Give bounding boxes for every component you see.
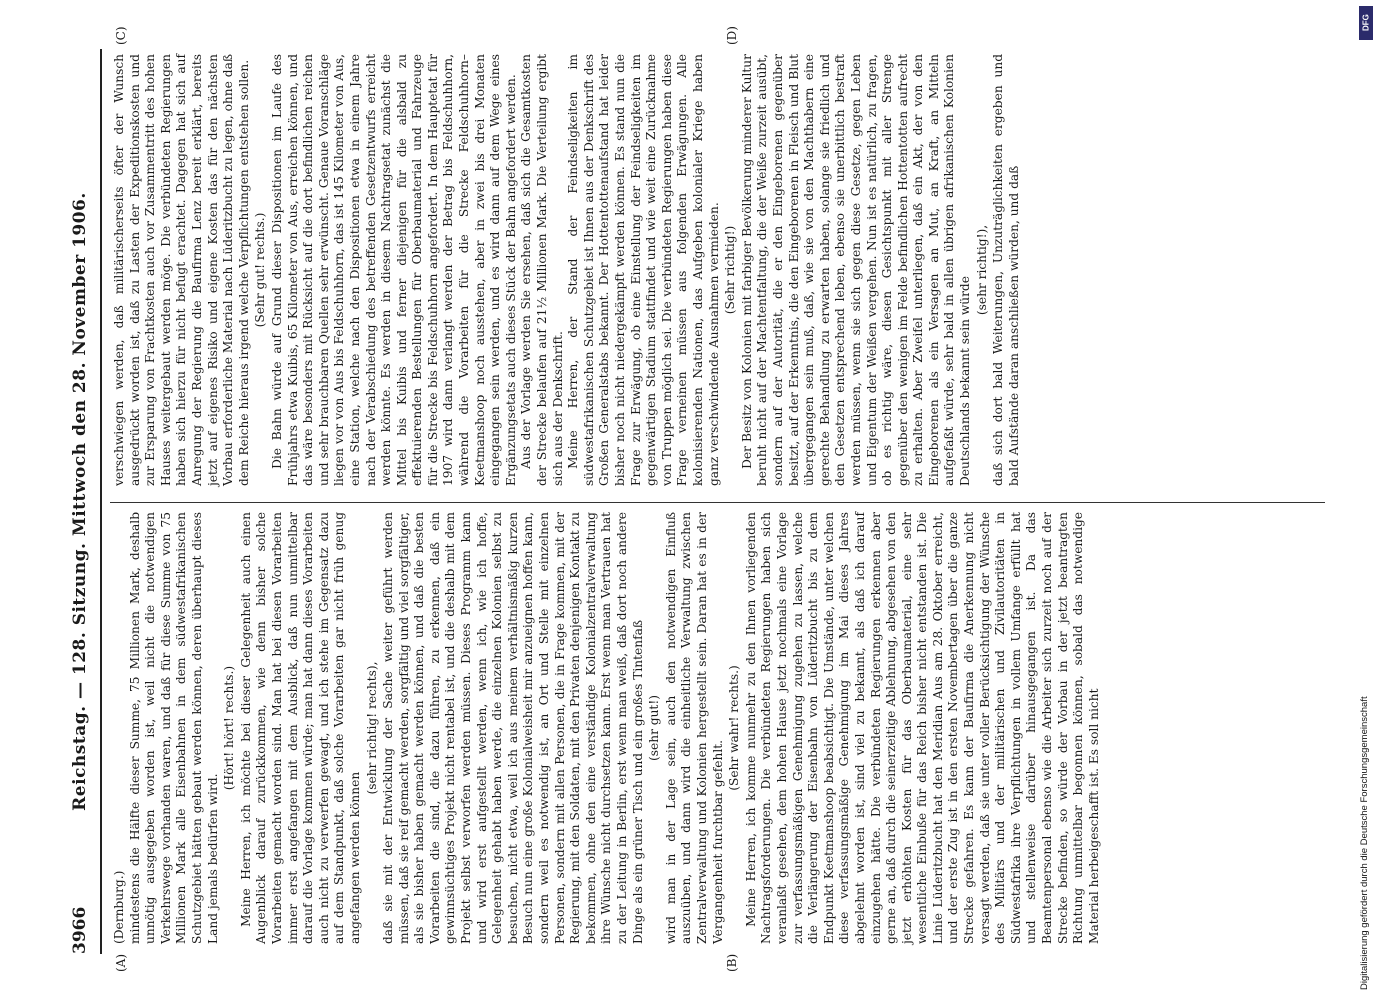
page-number: 3966 [70,906,90,954]
paragraph: Meine Herren, ich möchte bei dieser Gelegenheit auch einen Augenblick darauf zurückkommen, wie denn bisher solche Vorarbeiten gemacht worden sind. Man hat bei diesen Vorarbeiten immer erst angefangen mit dem Ausblick, daß nun unmittelbar darauf die Vorlage kommen würde; man hat dann dieses Vorarbeiten auch nicht zu verwerfen gewagt, und ich stehe im Gegensatz dazu auf dem Standpunkt, daß solche Vorarbeiten gar nicht früh genug angefangen werden können [238,512,362,944]
interjection: (Hört! hört! rechts.) [222,665,237,791]
paragraph: Meine Herren, der Stand der Feindseligkeiten im südwestafrikanischen Schutzgebiet ist Ihnen aus der Denkschrift des Großen Generalstabs bekannt. Der Hottentottenaufstand hat leider bisher noch nicht niedergekämpft werden können. Es stand nun die Frage zur Erwägung, ob eine Einstellung der Feindseligkeiten im gegenwärtigen Stadium stattfindet und wie weit eine Zurücknahme von Truppen möglich sei. Die verbündeten Regierungen haben diese Frage verneinen müssen aus folgenden Erwägungen. Alle kolonisierenden Nationen, das Aufgeben kolonialer Kriege haben ganz verschwindende Ausnahmen vermieden. [566,54,721,486]
margin-marker-d: (D) [725,26,739,45]
interjection: (Sehr gut! rechts.) [253,212,268,328]
margin-marker-b: (B) [725,953,739,972]
digitization-credit [1357,0,1377,1000]
header-rule [100,49,102,954]
paragraph: verschwiegen werden, daß militärischerseits öfter der Wunsch ausgedrückt worden ist, daß zu Lasten der Expeditionskosten und zur Ersparung von Frachtkosten auch vor Zusammentritt des hohen Hauses weitergebaut werden möge. Die verbündeten Regierungen haben sich hierzu für nicht befugt erachtet. Dagegen hat sich auf Anregung der Regierung die Baufirma Lenz bereit erklärt, bereits jetzt auf eigenes Risiko und eigene Kosten das für den nächsten Vorbau erforderliche Material nach Lüderitzbucht zu legen, ohne daß dem Reiche hieraus irgend welche Verpflichtungen entstehen sollen. [112,54,251,486]
paragraph: daß sie mit der Entwicklung der Sache weiter geführt werden müssen, daß sie reif gemacht werden, sorgfältig und viel sorgfältiger, als sie bisher haben gemacht werden können, und daß die besten Vorarbeiten die sind, die dazu führen, zu erkennen, daß ein gewinnsüchtiges Projekt nicht rentabel ist, und die deshalb mit dem Projekt selbst verworfen werden müssen. Dieses Programm kann und wird erst aufgestellt werden, wenn ich, wie ich hoffe, Gelegenheit gehabt haben werde, die einzelnen Kolonien selbst zu besuchen, nicht etwa, weil ich aus meinem verhältnismäßig kurzen Besuch nun eine große Kolonialweisheit mir anzueignen hoffen kann, sondern weil es notwendig ist, an Ort und Stelle mit einzelnen Personen, sondern mit allen Personen, die in Frage kommen, mit der Regierung, mit den Soldaten, mit den Privaten denjenigen Kontakt zu bekommen, ohne den eine verständige Kolonialzentralverwaltung ihre Wünsche nicht durchsetzen kann. Erst wenn man Vertrauen hat zu der Leitung in Berlin, erst wenn man weiß, daß dort noch andere Dinge als ein grüner Tisch und ein großes Tintenfaß [381,512,645,944]
page-header [66,49,96,954]
paragraph: Meine Herren, ich komme nunmehr zu den Ihnen vorliegenden Nachtragsforderungen. Die verbündeten Regierungen haben sich veranlaßt gesehen, dem hohen Hause jetzt nochmals eine Vorlage zur verfassungsmäßigen Genehmigung zugehen zu lassen, welche die Verlängerung der Eisenbahn von Lüderitzbucht bis zu dem Endpunkt Keetmanshoop beabsichtigt. Die Umstände, unter welchen diese verfassungsmäßige Genehmigung im Mai dieses Jahres abgelehnt worden ist, sind viel zu bekannt, als daß ich darauf einzugehen hätte. Die verbündeten Regierungen erkennen aber gerne an, daß durch die seinerzeitige Ablehnung, abgesehen von den jetzt erhöhten Kosten für das Oberbaumaterial, eine sehr wesentliche Einbuße für das Reich bisher nicht entstanden ist. Die Linie Lüderitzbucht hat den Meridian Aus am 28. Oktober erreicht, und der erste Zug ist in den ersten Novembertagen über die ganze Strecke gefahren. Es kann der Baufirma die Anerkennung nicht versagt werden, daß sie unter voller Berücksichtigung der Wünsche des Militärs und der militärischen und Zivilautoritäten in Südwestafrika ihre Verpflichtungen in vollem Umfange erfüllt hat und stellenweise darüber hinausgegangen ist. Da das Beamtenpersonal ebenso wie die Arbeiter sich zurzeit noch auf der Strecke befinden, so würde der Vorbau in der jetzt beantragten Richtung unmittelbar begonnen können, sobald das notwendige Material herbeigeschafft ist. Es soll nicht [743,512,1101,944]
interjection: (sehr richtig!), [974,224,989,316]
column-divider [110,502,1325,503]
paragraph: Die Bahn würde auf Grund dieser Dispositionen im Laufe des Frühjahrs etwa Kuibis, 65 Kilometer von Aus, erreichen können, und das wäre besonders mit Rücksicht auf die dort befindlichen reichen und sehr brauchbaren Quellen sehr erwünscht. Genaue Voranschläge liegen vor von Aus bis Feldschuhhorn, das ist 145 Kilometer von Aus, eine Station, welche nach den Dispositionen etwa in einem Jahre nach der Verabschiedung des betreffenden Gesetzentwurfs erreicht werden könnte. Es werden in diesem Nachtragsetat zunächst die Mittel bis Kuibis und ferner diejenigen für die alsbald zu effektuierenden Bestellungen für Oberbaumaterial und Fahrzeuge für die Strecke bis Feldschuhhorn angefordert. In dem Hauptetat für 1907 wird dann verlangt werden der Betrag bis Feldschuhhorn, während die Vorarbeiten für die Strecke Feldschuhhorn–Keetmanshoop noch ausstehen, aber in zwei bis drei Monaten eingegangen sein werden, und es wird dann auf dem Wege eines Ergänzungsetats auch dieses Stück der Bahn angefordert werden. [269,54,518,486]
dfg-logo: DFG [1359,6,1373,40]
margin-marker-c: (C) [114,26,128,45]
interjection: (Sehr richtig!) [723,225,738,315]
paragraph: daß sich dort bald Weiterungen, Unzuträglichkeiten ergeben und bald Aufstände daran anschließen würden, und daß [991,54,1021,486]
interjection: (sehr richtig! rechts), [364,661,379,795]
credit-text: Digitalisierung gefördert durch die Deutsche Forschungsgemeinschaft [1359,696,1370,990]
paragraph: Der Besitz von Kolonien mit farbiger Bevölkerung minderer Kultur beruht nicht auf der Machtentfaltung, die der Weiße zurzeit ausübt, sondern auf der Autorität, die er den Eingeborenen gegenüber besitzt, auf der Erkenntnis, die den Eingeborenen in Fleisch und Blut übergegangen sein muß, daß, wie sie von den Machthabern eine gerechte Behandlung zu erwarten haben, solange sie friedlich und den Gesetzen entsprechend leben, ebenso sie unerbittlich bestraft werden müssen, wenn sie sich gegen diese Gesetze, gegen Leben und Eigentum der Weißen vergehen. Nun ist es natürlich, zu fragen, ob es richtig wäre, diesen Gesichtspunkt mit aller Strenge gegenüber den wenigen im Felde befindlichen Hottentotten aufrecht zu erhalten. Aber Zweifel unterliegen, daß ein Akt, der von den Eingeborenen als ein Versagen an Mut, an Kraft, an Mitteln aufgefaßt würde, sehr bald in allen übrigen afrikanischen Kolonien Deutschlands bekannt sein würde [739,54,973,486]
speaker-name: (Dernburg.) [112,870,126,944]
margin-marker-a: (A) [114,953,128,972]
interjection: (sehr gut!) [647,695,662,761]
page-title: Reichstag. — 128. Sitzung. Mittwoch den 28. November 1906. [70,192,90,811]
right-column [112,54,1022,486]
paragraph: mindestens die Hälfte dieser Summe, 75 Millionen Mark, deshalb unnötig ausgegeben worden ist, weil nicht die notwendigen Verkehrswege vorhanden waren, und daß für diese Summe von 75 Millionen Mark alle Eisenbahnen in dem südwestafrikanischen Schutzgebiet hätten gebaut werden können, deren überhaupt dieses Land jemals bedürfen wird. [127,512,220,944]
left-column [112,512,1102,944]
paragraph: Aus der Vorlage werden Sie ersehen, daß sich die Gesamtkosten der Strecke belaufen auf 21½ Millionen Mark. Die Verteilung ergibt sich aus der Denkschrift. [519,54,565,486]
paragraph: wird man in der Lage sein, auch den notwendigen Einfluß auszuüben, und dann wird die einheitliche Verwaltung zwischen Zentralverwaltung und Kolonien hergestellt sein. Daran hat es in der Vergangenheit furchtbar gefehlt. [663,512,725,944]
interjection: (Sehr wahr! rechts.) [727,665,742,791]
